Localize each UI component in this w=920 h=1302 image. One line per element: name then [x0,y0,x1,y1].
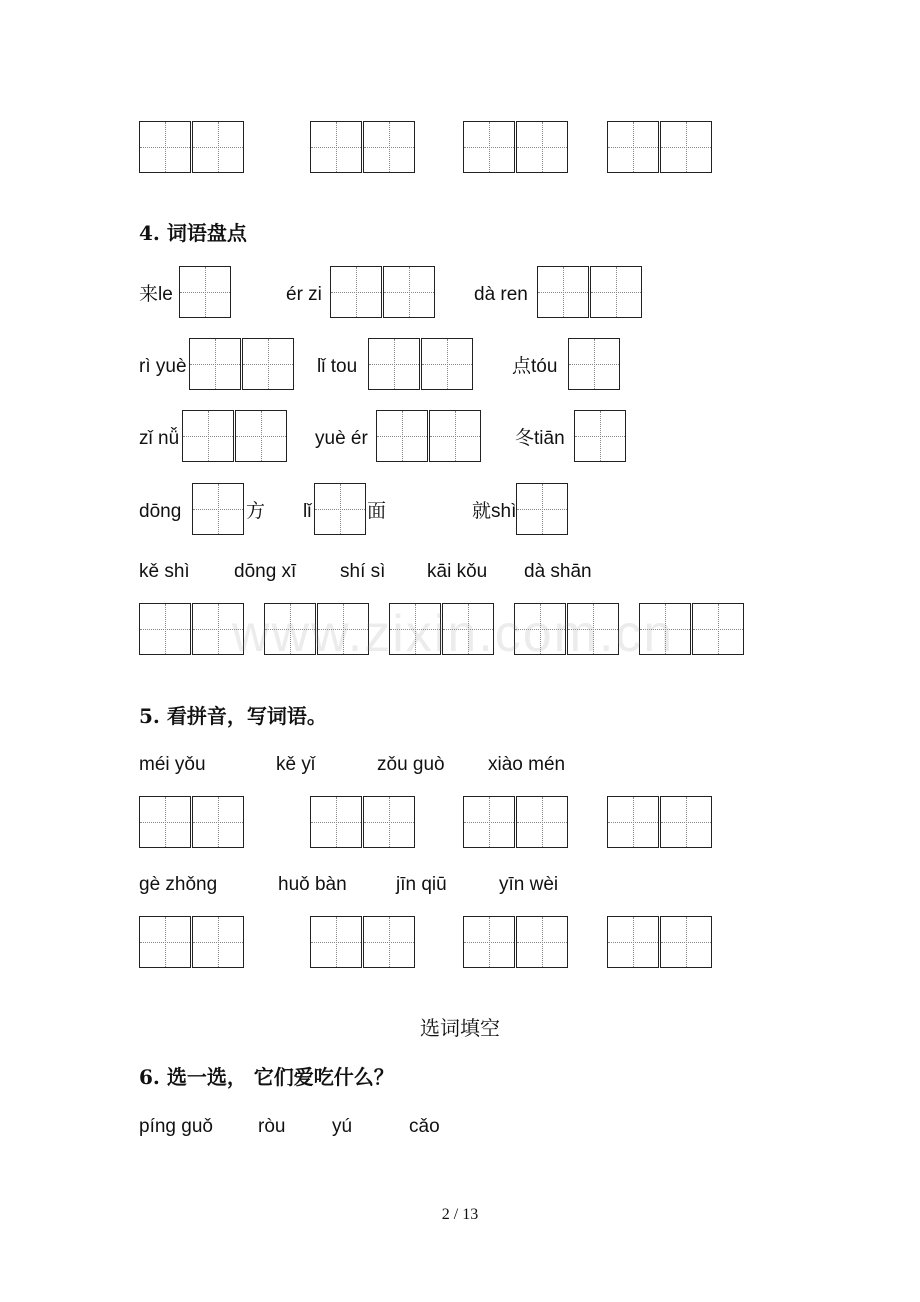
writing-box[interactable] [516,483,568,535]
writing-box[interactable] [660,916,712,968]
writing-box[interactable] [192,916,244,968]
pinyin-dian-tou: 点tóu [512,356,558,377]
writing-box[interactable] [463,796,515,848]
writing-box[interactable] [363,796,415,848]
fill-in-title: 选词填空 [420,1016,500,1040]
pinyin-da-shan: dà shān [524,561,592,582]
writing-box[interactable] [314,483,366,535]
writing-box[interactable] [421,338,473,390]
pinyin-shi-si: shí sì [340,561,386,582]
writing-box[interactable] [376,410,428,462]
pinyin-yin-wei: yīn wèi [499,874,559,895]
pinyin-ke-shi: kě shì [139,561,190,582]
section-6-heading: 6. 选一选， 它们爱吃什么？ [139,1065,394,1089]
pinyin-kai-kou: kāi kǒu [427,561,488,582]
option-ping-guo: píng guǒ [139,1116,213,1137]
writing-box[interactable] [463,121,515,173]
writing-box[interactable] [607,916,659,968]
page-number: 2 / 13 [441,1206,479,1223]
watermark: www.zixin.com.cn [232,605,675,663]
pinyin-li: lǐ [303,501,312,522]
writing-box[interactable] [139,603,191,655]
pinyin-zou-guo: zǒu guò [377,754,445,775]
pinyin-xiao-men: xiào mén [488,754,566,775]
writing-box[interactable] [139,121,191,173]
pinyin-mei-you: méi yǒu [139,754,206,775]
writing-box[interactable] [463,916,515,968]
writing-box[interactable] [242,338,294,390]
writing-box[interactable] [590,266,642,318]
writing-box[interactable] [235,410,287,462]
writing-box[interactable] [363,121,415,173]
writing-box[interactable] [607,796,659,848]
writing-box[interactable] [189,338,241,390]
pinyin-dong-tian: 冬tiān [515,428,565,449]
pinyin-dong: dōng [139,501,182,522]
writing-box[interactable] [692,603,744,655]
writing-box[interactable] [179,266,231,318]
writing-box[interactable] [182,410,234,462]
section-4-heading: 4. 词语盘点 [139,221,247,245]
writing-box[interactable] [192,121,244,173]
writing-box[interactable] [139,796,191,848]
pinyin-jin-qiu: jīn qiū [396,874,447,895]
pinyin-zi-nv: zǐ nǚ [139,428,180,449]
pinyin-ge-zhong: gè zhǒng [139,874,218,895]
writing-box[interactable] [310,796,362,848]
writing-box[interactable] [330,266,382,318]
writing-box[interactable] [660,121,712,173]
pinyin-ri-yue: rì yuè [139,356,187,377]
char-fang: 方 [246,501,266,522]
writing-box[interactable] [568,338,620,390]
writing-box[interactable] [310,916,362,968]
writing-box[interactable] [660,796,712,848]
writing-box[interactable] [310,121,362,173]
pinyin-lai-le: 来le [139,284,173,305]
writing-box[interactable] [368,338,420,390]
writing-box[interactable] [516,121,568,173]
writing-box[interactable] [574,410,626,462]
writing-box[interactable] [516,916,568,968]
pinyin-yue-er: yuè ér [315,428,368,449]
pinyin-dong-xi: dōng xī [234,561,297,582]
section-5-heading: 5. 看拼音，写词语。 [139,704,327,728]
option-cao: cǎo [409,1116,440,1137]
writing-box[interactable] [192,796,244,848]
pinyin-da-ren: dà ren [474,284,528,305]
option-yu: yú [332,1116,353,1137]
writing-box[interactable] [516,796,568,848]
writing-box[interactable] [139,916,191,968]
option-rou: ròu [258,1116,286,1137]
writing-box[interactable] [383,266,435,318]
pinyin-huo-ban: huǒ bàn [278,874,347,895]
writing-box[interactable] [607,121,659,173]
pinyin-li-tou: lǐ tou [317,356,358,377]
writing-box[interactable] [429,410,481,462]
writing-box[interactable] [192,483,244,535]
pinyin-er-zi: ér zi [286,284,322,305]
pinyin-ke-yi: kě yǐ [276,754,316,775]
writing-box[interactable] [537,266,589,318]
pinyin-jiu-shi: 就shì [472,501,517,522]
writing-box[interactable] [363,916,415,968]
char-mian: 面 [367,501,387,522]
